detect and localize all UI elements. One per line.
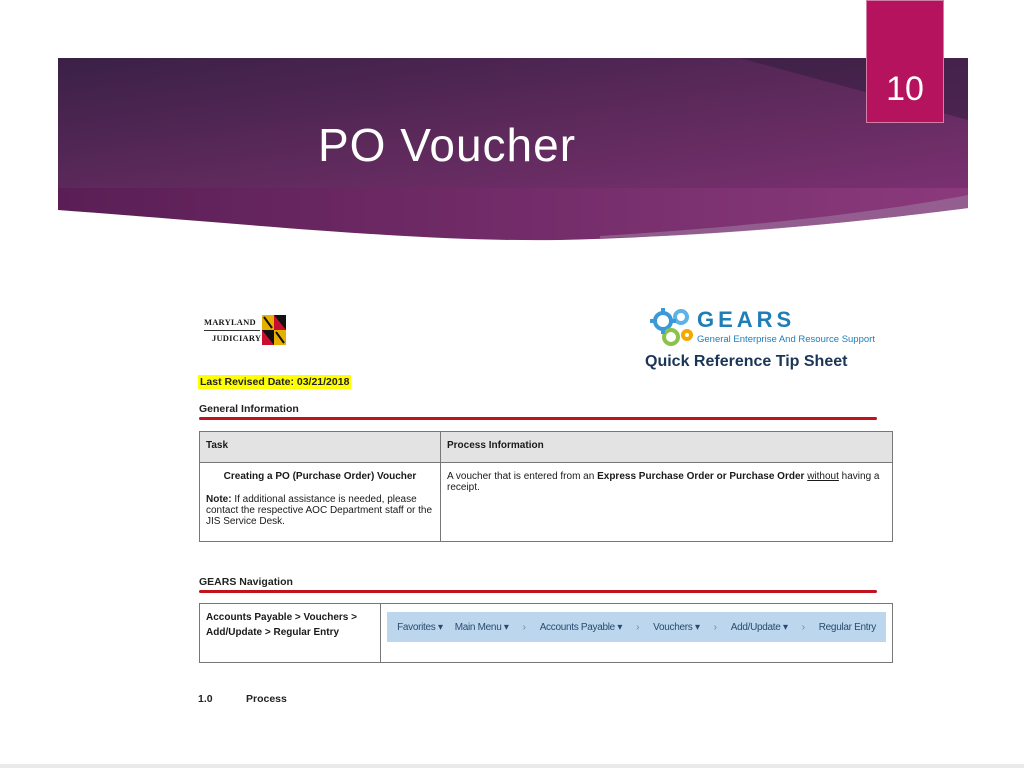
- process-number: 1.0: [198, 693, 213, 705]
- general-info-heading: General Information: [199, 403, 299, 415]
- table-header-row: [200, 432, 893, 463]
- process-text-bold: Express Purchase Order or Purchase Order: [597, 471, 805, 482]
- tip-sheet-heading: Quick Reference Tip Sheet: [645, 353, 848, 370]
- general-info-table: [199, 431, 893, 542]
- chevron-right-icon: ›: [713, 621, 717, 633]
- last-revised-date: Last Revised Date: 03/21/2018: [200, 376, 350, 388]
- chevron-right-icon: ›: [801, 621, 805, 633]
- process-info-cell: [441, 463, 893, 542]
- note-label: Note:: [206, 494, 232, 505]
- gears-icon: [649, 305, 695, 349]
- task-title: Creating a PO (Purchase Order) Voucher: [223, 471, 417, 482]
- navigation-table: [199, 603, 893, 663]
- slide-title: PO Voucher: [318, 119, 577, 171]
- chevron-right-icon: ›: [522, 621, 526, 633]
- nav-add-update: Add/Update ▾: [730, 621, 788, 633]
- bottom-divider: [0, 764, 1024, 768]
- process-label: Process: [246, 693, 287, 705]
- gears-subtitle: General Enterprise And Resource Support: [697, 334, 875, 345]
- nav-path-text: Accounts Payable > Vouchers > Add/Update > Regular Entry: [206, 612, 357, 638]
- nav-regular-entry: Regular Entry: [818, 621, 876, 633]
- page-number: 10: [886, 70, 924, 108]
- process-text-underline: without: [807, 471, 839, 482]
- logo-rule: [204, 330, 260, 331]
- table-row: [200, 604, 893, 663]
- page-number-tab: [866, 0, 944, 123]
- gears-header: [645, 301, 885, 371]
- header-process-info: Process Information: [441, 432, 893, 463]
- task-cell: [200, 463, 441, 542]
- breadcrumb: [387, 612, 886, 642]
- table-row: [200, 463, 893, 542]
- chevron-right-icon: ›: [636, 621, 640, 633]
- logo-line-1: MARYLAND: [204, 317, 256, 327]
- gears-title: GEARS: [697, 307, 796, 332]
- general-info-rule: [199, 417, 877, 420]
- maryland-flag-icon: [262, 315, 286, 345]
- process-text-1: A voucher that is entered from an: [447, 471, 598, 482]
- navigation-rule: [199, 590, 877, 593]
- note-text: If additional assistance is needed, please contact the respective AOC Department staff or the JIS Service Desk.: [206, 494, 433, 527]
- maryland-judiciary-logo: [202, 315, 284, 347]
- nav-path-cell: [200, 604, 381, 663]
- title-banner: [0, 0, 1024, 245]
- nav-bar-cell: [381, 604, 893, 663]
- nav-favorites: Favorites ▾: [397, 621, 443, 633]
- process-text-2: having a receipt.: [447, 471, 880, 493]
- gears-navigation-heading: GEARS Navigation: [199, 576, 293, 588]
- tip-sheet-document: [190, 295, 900, 715]
- nav-main-menu: Main Menu ▾: [454, 621, 509, 633]
- logo-line-2: JUDICIARY: [212, 333, 262, 343]
- process-section-heading: [198, 693, 287, 705]
- header-task: Task: [200, 432, 441, 463]
- nav-accounts-payable: Accounts Payable ▾: [539, 621, 623, 633]
- nav-vouchers: Vouchers ▾: [653, 621, 700, 633]
